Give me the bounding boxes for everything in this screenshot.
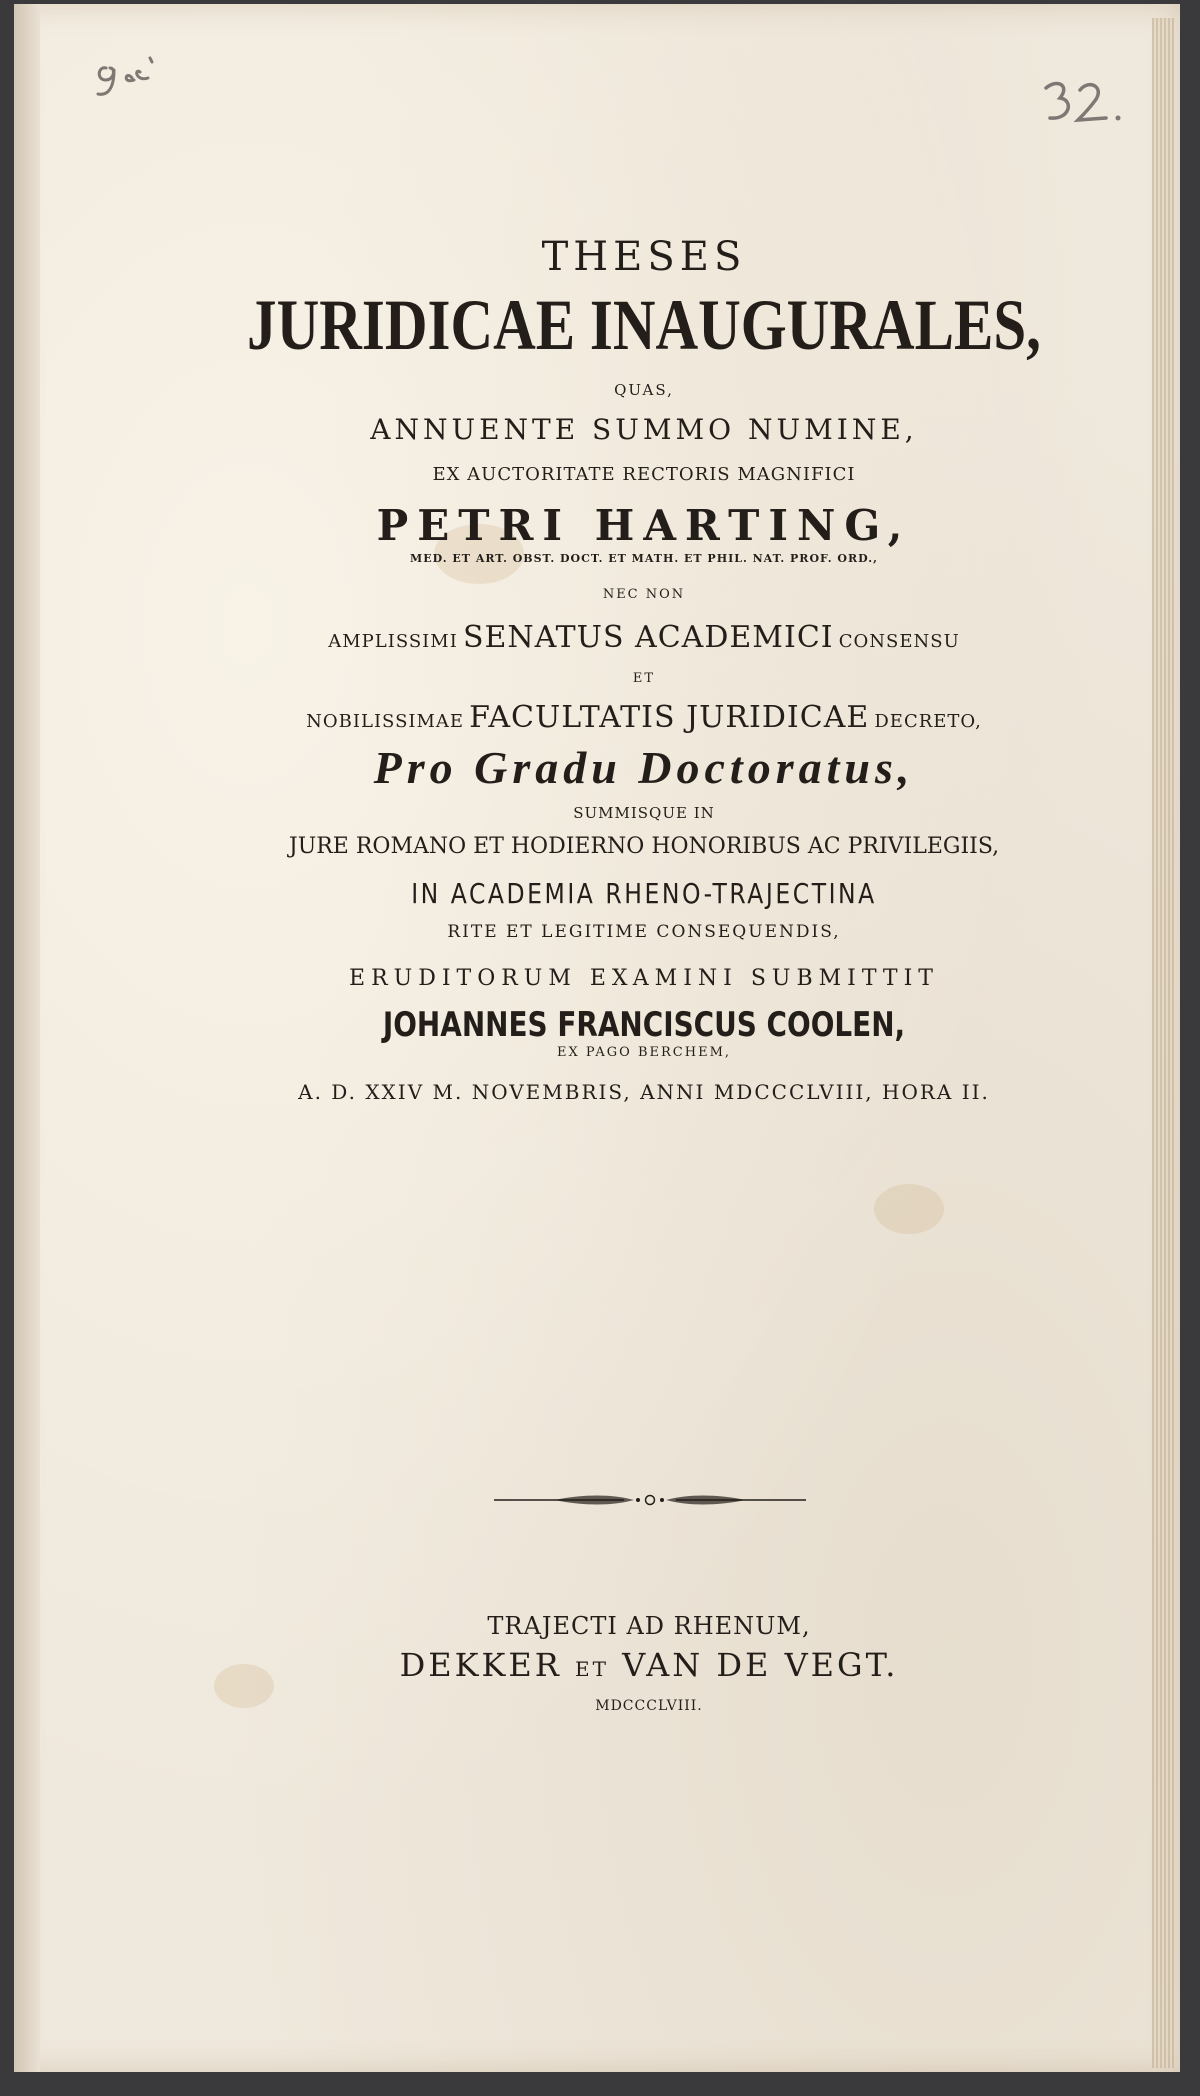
title-theses: THESES	[541, 234, 747, 280]
main-title: JURIDICAE INAUGURALES,	[247, 285, 1041, 365]
rector-titles: MED. ET ART. OBST. DOCT. ET MATH. ET PHIL. NAT. PROF. ORD.,	[410, 552, 878, 565]
title-block	[14, 234, 1200, 1104]
word-nobilissimae: NOBILISSIMAE	[306, 711, 465, 732]
pencil-annotation-page-number	[1040, 76, 1130, 128]
word-amplissimi: AMPLISSIMI	[328, 631, 458, 652]
line-nec-non: NEC NON	[602, 587, 686, 602]
line-rite: RITE ET LEGITIME CONSEQUENDIS,	[447, 922, 841, 942]
line-senatus	[14, 620, 1200, 655]
publisher-van-de-vegt: VAN DE VEGT.	[622, 1646, 899, 1684]
imprint-year: MDCCCLVIII.	[595, 1698, 703, 1714]
imprint-place: TRAJECTI AD RHENUM,	[487, 1612, 811, 1640]
line-jure-romano: JURE ROMANO ET HODIERNO HONORIBUS AC PRIVILEGIIS,	[288, 834, 1000, 859]
publisher-dekker: DEKKER	[399, 1646, 562, 1684]
word-decreto: DECRETO,	[874, 711, 982, 732]
imprint-block	[14, 1612, 1200, 1714]
line-quas: QUAS,	[614, 381, 674, 399]
word-facultatis: FACULTATIS JURIDICAE	[469, 700, 870, 735]
author-origin: EX PAGO BERCHEM,	[556, 1045, 732, 1060]
ornamental-rule	[494, 1492, 806, 1508]
word-senatus: SENATUS ACADEMICI	[462, 620, 834, 655]
word-consensu: CONSENSU	[838, 631, 960, 652]
pencil-annotation-top-left	[92, 48, 182, 98]
line-annuente: ANNUENTE SUMMO NUMINE,	[370, 413, 918, 446]
line-facultatis	[14, 700, 1200, 735]
publisher-et: ET	[575, 1657, 609, 1681]
author-name: JOHANNES FRANCISCUS COOLEN,	[382, 1005, 906, 1045]
line-pro-gradu: Pro Gradu Doctoratus,	[373, 742, 915, 793]
line-ex-auctoritate: EX AUCTORITATE RECTORIS MAGNIFICI	[432, 464, 856, 485]
rector-name: PETRI HARTING,	[376, 501, 912, 550]
line-summisque: SUMMISQUE IN	[573, 804, 715, 822]
imprint-publisher	[14, 1646, 1200, 1684]
paper-stain	[874, 1184, 944, 1234]
line-academia: IN ACADEMIA RHENO-TRAJECTINA	[411, 877, 877, 910]
line-eruditorum: ERUDITORUM EXAMINI SUBMITTIT	[349, 966, 939, 991]
defense-date: A. D. XXIV M. NOVEMBRIS, ANNI MDCCCLVIII, HORA II.	[298, 1080, 990, 1104]
line-et: ET	[632, 671, 656, 686]
document-page	[14, 4, 1180, 2072]
